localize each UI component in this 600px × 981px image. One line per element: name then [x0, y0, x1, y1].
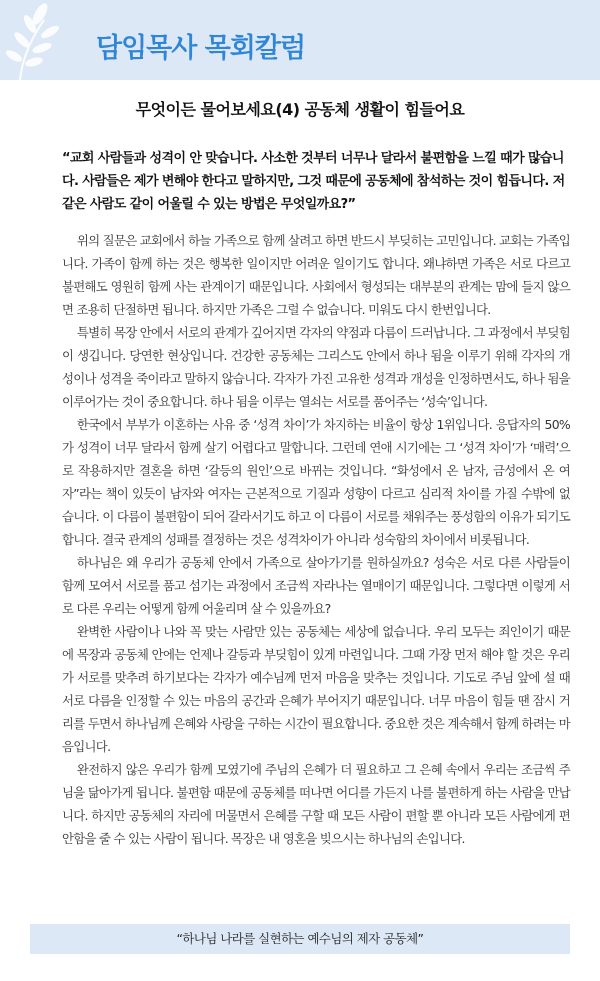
column-title: 담임목사 목회칼럼 — [96, 33, 306, 64]
body-paragraph: 한국에서 부부가 이혼하는 사유 중 ‘성격 차이’가 차지하는 비율이 항상 1위입니다. 응답자의 50%가 성격이 너무 달라서 함께 살기 어렵다고 말합니다. 그런데 연애 시기에는 그 ‘성격 차이’가 ‘매력’으로 작용하지만 결혼을 하면 ‘갈등의 원인’으로 바뀌는 것입니다. “화성에서 온 남자, 금성에서 온 여자”라는 책이 있듯이 남자와 여자는 근본적으로 기질과 성향이 다르고 심리적 차이를 가질 수밖에 없습니다. 이 다름이 불편함이 되어 갈라서기도 하고 이 다름이 서로를 채워주는 풍성함의 이유가 되기도 합니다. 결국 관계의 성패를 결정하는 것은 성격차이가 아니라 성숙함의 차이에서 비롯됩니다. — [62, 417, 570, 547]
article-title: 무엇이든 물어보세요(4) 공동체 생활이 힘들어요 — [135, 100, 465, 119]
leaf-icon — [0, 0, 80, 80]
body-paragraph: 위의 질문은 교회에서 하늘 가족으로 함께 살려고 하면 반드시 부딪히는 고민입니다. 교회는 가족입니다. 가족이 함께 하는 것은 행복한 일이지만 어려운 일이기도 합니다. 왜냐하면 가족은 서로 다르고 불편해도 영원히 함께 사는 관계이기 때문입니다. 사회에서 형성되는 대부분의 관계는 맘에 들지 않으면 조용히 단절하면 됩니다. 하지만 가족은 그럴 수 없습니다. 미워도 다시 한번입니다. — [62, 233, 570, 317]
question-quote: “교회 사람들과 성격이 안 맞습니다. 사소한 것부터 너무나 달라서 불편함을 느낄 때가 많습니다. 사람들은 제가 변해야 한다고 말하지만, 그것 때문에 공동체에 참석하는 것이 힘듭니다. 저 같은 사람도 같이 어울릴 수 있는 방법은 무엇일까요?” — [62, 151, 565, 212]
body-paragraph: 완벽한 사람이나 나와 꼭 맞는 사람만 있는 공동체는 세상에 없습니다. 우리 모두는 죄인이기 때문에 목장과 공동체 안에는 언제나 갈등과 부딪힘이 있게 마련입니다. 그때 가장 먼저 해야 할 것은 우리가 서로를 맞추려 하기보다는 각자가 예수님께 먼저 마음을 맞추는 것입니다. 기도로 주님 앞에 설 때 서로 다름을 인정할 수 있는 마음의 공간과 은혜가 부어지기 때문입니다. 너무 마음이 힘들 땐 잠시 거리를 두면서 하나님께 은혜와 사랑을 구하는 시간이 필요합니다. 중요한 것은 계속해서 함께 하려는 마음입니다. — [62, 624, 570, 754]
footer-slogan: “하나님 나라를 실현하는 예수님의 제자 공동체” — [30, 924, 570, 954]
body-paragraph: 특별히 목장 안에서 서로의 관계가 깊어지면 각자의 약점과 다름이 드러납니다. 그 과정에서 부딪힘이 생깁니다. 당연한 현상입니다. 건강한 공동체는 그리스도 안에서 하나 됨을 이루기 위해 각자의 개성이나 성격을 죽이라고 말하지 않습니다. 각자가 가진 고유한 성격과 개성을 인정하면서도, 하나 됨을 이루어가는 것이 중요합니다. 하나 됨을 이루는 열쇠는 서로를 품어주는 ‘성숙’입니다. — [62, 325, 570, 409]
body-paragraph: 완전하지 않은 우리가 함께 모였기에 주님의 은혜가 더 필요하고 그 은혜 속에서 우리는 조금씩 주님을 닮아가게 됩니다. 불편함 때문에 공동체를 떠나면 어디를 가든지 나를 불편하게 하는 사람을 만납니다. 하지만 공동체의 자리에 머물면서 은혜를 구할 때 모든 사람이 편할 뿐 아니라 모든 사람에게 편안함을 줄 수 있는 사람이 됩니다. 목장은 내 영혼을 빚으시는 하나님의 손입니다. — [62, 762, 570, 846]
body-paragraph: 하나님은 왜 우리가 공동체 안에서 가족으로 살아가기를 원하실까요? 성숙은 서로 다른 사람들이 함께 모여서 서로를 품고 섬기는 과정에서 조금씩 자라나는 열매이기 때문입니다. 그렇다면 이렇게 서로 다른 우리는 어떻게 함께 어울리며 살 수 있을까요? — [62, 555, 570, 616]
article-body — [62, 229, 570, 850]
header-banner — [0, 0, 600, 80]
